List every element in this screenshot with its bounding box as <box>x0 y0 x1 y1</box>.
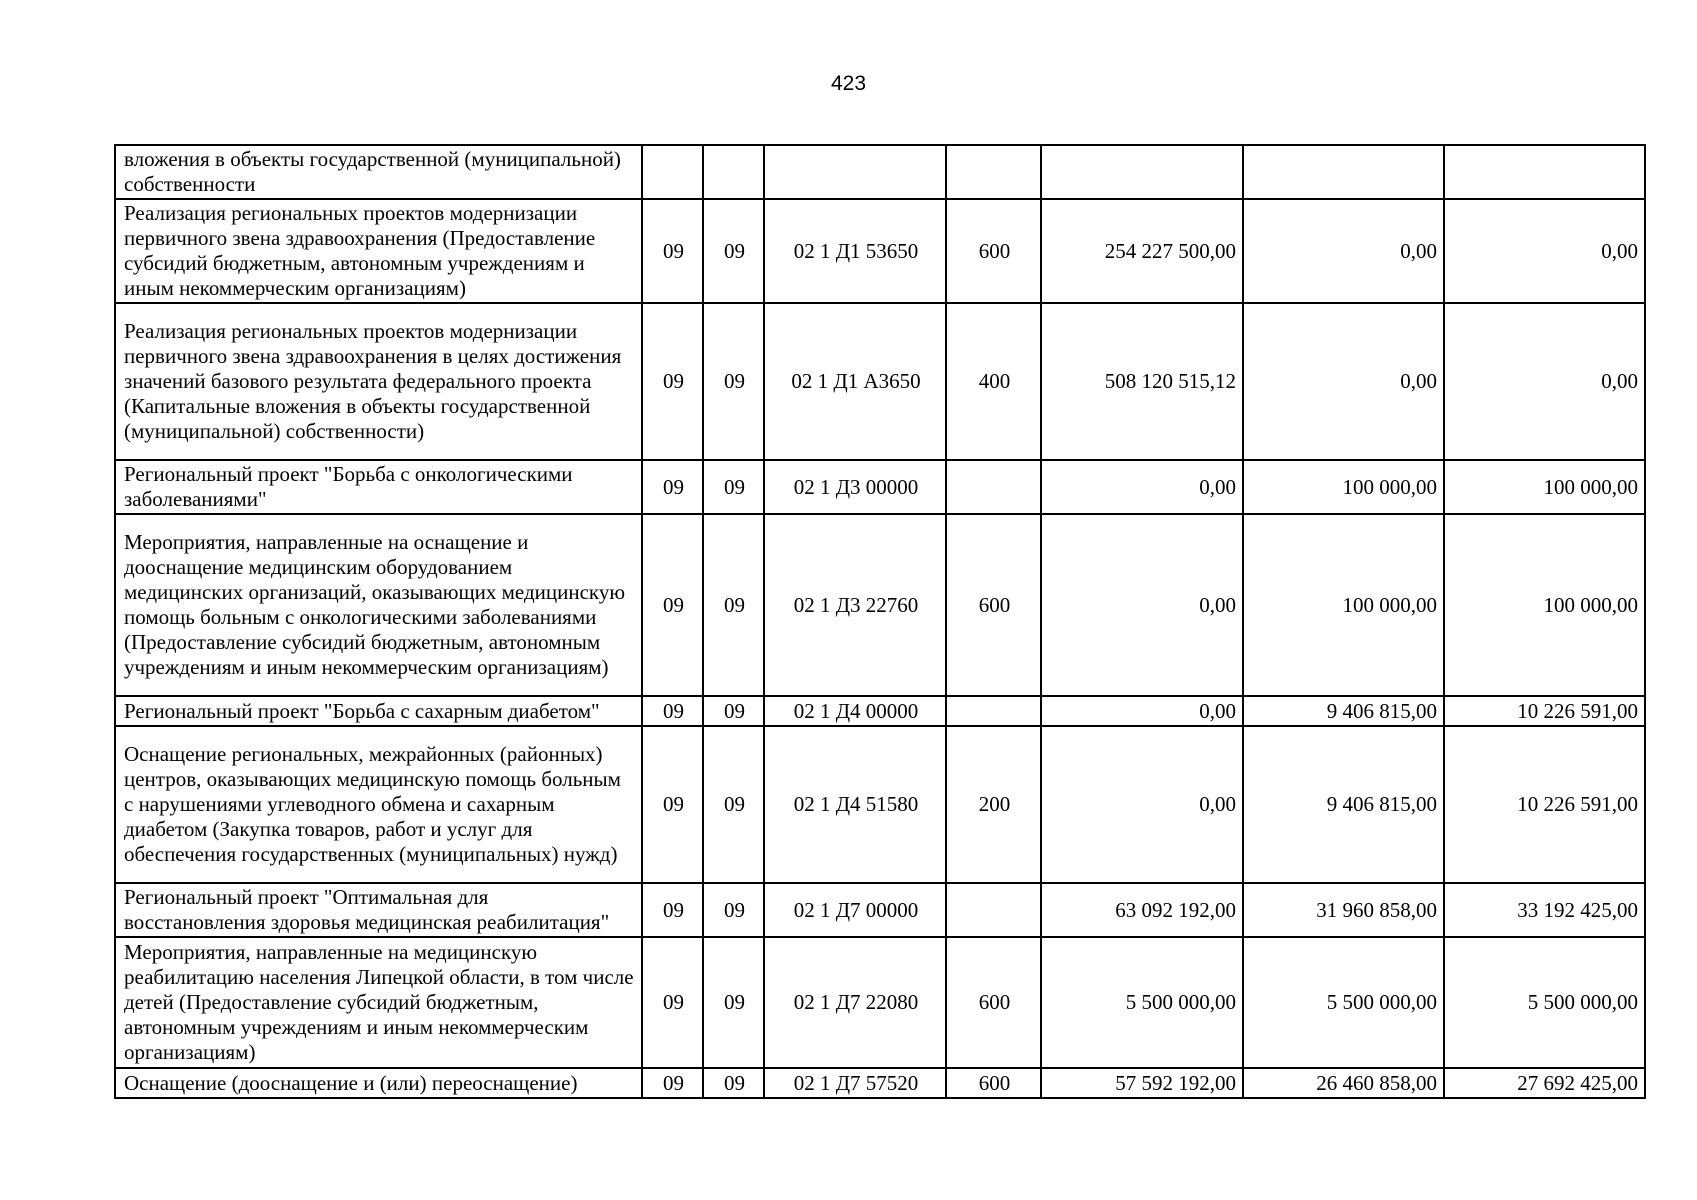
row-expense-type <box>946 145 1041 199</box>
row-target-code: 02 1 Д3 22760 <box>764 514 946 696</box>
page-number: 423 <box>830 72 867 95</box>
row-name: Мероприятия, направленные на оснащение и дооснащение медицинским оборудованием медицинских организаций, оказывающих медицинскую помощь больным с онкологическими заболеваниями (Предоставление субсидий бюджетным, автономным учреждениям и иным некоммерческим организациям) <box>115 514 642 696</box>
table-row <box>115 514 1645 696</box>
row-subsection: 09 <box>703 937 764 1068</box>
row-expense-type: 600 <box>946 937 1041 1068</box>
row-amount-year1 <box>1041 145 1243 199</box>
row-section: 09 <box>642 303 703 460</box>
row-target-code: 02 1 Д1 53650 <box>764 199 946 303</box>
row-section: 09 <box>642 460 703 514</box>
row-amount-year3: 5 500 000,00 <box>1444 937 1645 1068</box>
row-amount-year2: 0,00 <box>1243 199 1444 303</box>
row-name: Региональный проект "Борьба с сахарным диабетом" <box>115 696 642 726</box>
row-expense-type: 400 <box>946 303 1041 460</box>
row-section <box>642 145 703 199</box>
row-amount-year3: 27 692 425,00 <box>1444 1068 1645 1098</box>
row-amount-year2: 26 460 858,00 <box>1243 1068 1444 1098</box>
row-section: 09 <box>642 514 703 696</box>
row-name: Мероприятия, направленные на медицинскую реабилитацию населения Липецкой области, в том числе детей (Предоставление субсидий бюджетным, автономным учреждениям и иным некоммерческим организациям) <box>115 937 642 1068</box>
row-amount-year3: 33 192 425,00 <box>1444 883 1645 937</box>
row-name: Оснащение региональных, межрайонных (районных) центров, оказывающих медицинскую помощь больным с нарушениями углеводного обмена и сахарным диабетом (Закупка товаров, работ и услуг для обеспечения государственных (муниципальных) нужд) <box>115 726 642 883</box>
table-row <box>115 937 1645 1068</box>
row-section: 09 <box>642 726 703 883</box>
row-target-code: 02 1 Д7 22080 <box>764 937 946 1068</box>
row-target-code: 02 1 Д4 51580 <box>764 726 946 883</box>
row-name: Региональный проект "Борьба с онкологическими заболеваниями" <box>115 460 642 514</box>
row-name: Реализация региональных проектов модернизации первичного звена здравоохранения (Предоставление субсидий бюджетным, автономным учреждениям и иным некоммерческим организациям) <box>115 199 642 303</box>
table-row <box>115 883 1645 937</box>
row-amount-year2: 100 000,00 <box>1243 514 1444 696</box>
row-subsection: 09 <box>703 726 764 883</box>
row-subsection: 09 <box>703 303 764 460</box>
table-row <box>115 199 1645 303</box>
row-subsection: 09 <box>703 1068 764 1098</box>
row-amount-year3: 100 000,00 <box>1444 460 1645 514</box>
row-subsection: 09 <box>703 514 764 696</box>
row-amount-year3: 0,00 <box>1444 199 1645 303</box>
table-row <box>115 303 1645 460</box>
table-row <box>115 696 1645 726</box>
row-amount-year3 <box>1444 145 1645 199</box>
row-amount-year1: 57 592 192,00 <box>1041 1068 1243 1098</box>
row-amount-year1: 0,00 <box>1041 514 1243 696</box>
row-section: 09 <box>642 937 703 1068</box>
budget-table <box>114 144 1646 1099</box>
row-name: вложения в объекты государственной (муниципальной) собственности <box>115 145 642 199</box>
table-row <box>115 460 1645 514</box>
row-target-code: 02 1 Д1 А3650 <box>764 303 946 460</box>
row-amount-year3: 10 226 591,00 <box>1444 696 1645 726</box>
row-section: 09 <box>642 1068 703 1098</box>
row-amount-year2: 31 960 858,00 <box>1243 883 1444 937</box>
row-subsection: 09 <box>703 883 764 937</box>
row-expense-type: 600 <box>946 1068 1041 1098</box>
row-amount-year3: 10 226 591,00 <box>1444 726 1645 883</box>
row-amount-year2 <box>1243 145 1444 199</box>
row-section: 09 <box>642 883 703 937</box>
row-subsection <box>703 145 764 199</box>
row-amount-year2: 5 500 000,00 <box>1243 937 1444 1068</box>
row-amount-year2: 0,00 <box>1243 303 1444 460</box>
row-expense-type: 600 <box>946 514 1041 696</box>
row-subsection: 09 <box>703 199 764 303</box>
row-target-code <box>764 145 946 199</box>
row-expense-type: 600 <box>946 199 1041 303</box>
row-amount-year1: 0,00 <box>1041 696 1243 726</box>
row-amount-year1: 5 500 000,00 <box>1041 937 1243 1068</box>
row-target-code: 02 1 Д3 00000 <box>764 460 946 514</box>
row-section: 09 <box>642 199 703 303</box>
row-target-code: 02 1 Д7 00000 <box>764 883 946 937</box>
row-section: 09 <box>642 696 703 726</box>
row-amount-year1: 0,00 <box>1041 726 1243 883</box>
row-subsection: 09 <box>703 696 764 726</box>
row-expense-type: 200 <box>946 726 1041 883</box>
row-amount-year1: 254 227 500,00 <box>1041 199 1243 303</box>
row-target-code: 02 1 Д4 00000 <box>764 696 946 726</box>
row-amount-year1: 0,00 <box>1041 460 1243 514</box>
row-subsection: 09 <box>703 460 764 514</box>
row-target-code: 02 1 Д7 57520 <box>764 1068 946 1098</box>
row-name: Реализация региональных проектов модернизации первичного звена здравоохранения в целях достижения значений базового результата федерального проекта (Капитальные вложения в объекты государственной (муниципальной) собственности) <box>115 303 642 460</box>
table-row <box>115 145 1645 199</box>
row-amount-year2: 9 406 815,00 <box>1243 726 1444 883</box>
row-name: Оснащение (дооснащение и (или) переоснащение) <box>115 1068 642 1098</box>
row-name: Региональный проект "Оптимальная для восстановления здоровья медицинская реабилитация" <box>115 883 642 937</box>
table-row <box>115 726 1645 883</box>
row-expense-type <box>946 460 1041 514</box>
row-amount-year2: 9 406 815,00 <box>1243 696 1444 726</box>
row-expense-type <box>946 696 1041 726</box>
row-amount-year2: 100 000,00 <box>1243 460 1444 514</box>
row-amount-year3: 0,00 <box>1444 303 1645 460</box>
row-amount-year1: 508 120 515,12 <box>1041 303 1243 460</box>
table-row <box>115 1068 1645 1098</box>
row-amount-year3: 100 000,00 <box>1444 514 1645 696</box>
row-amount-year1: 63 092 192,00 <box>1041 883 1243 937</box>
row-expense-type <box>946 883 1041 937</box>
